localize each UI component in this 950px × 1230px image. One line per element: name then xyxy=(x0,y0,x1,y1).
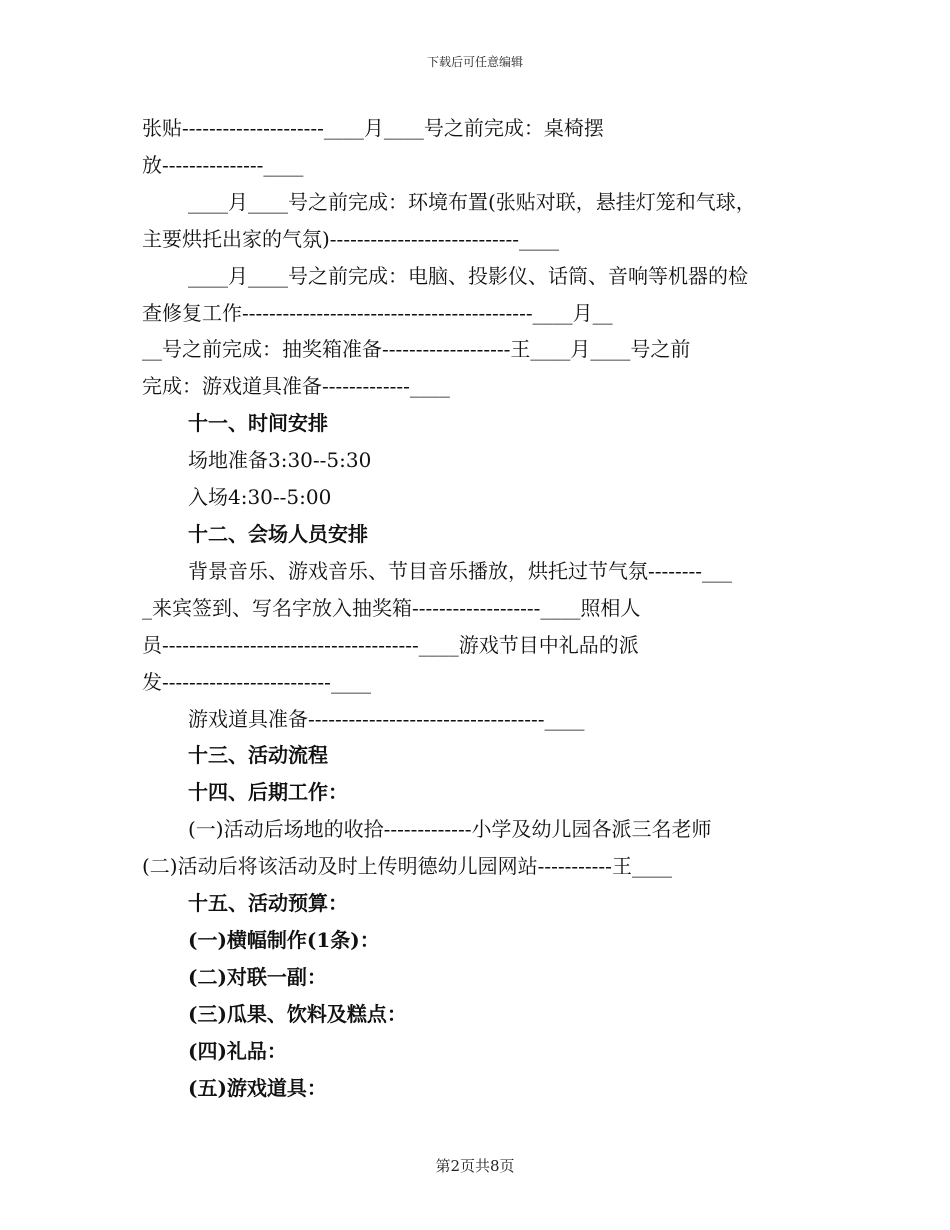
paragraph-line: _来宾签到、写名字放入抽奖箱-------------------____照相人 xyxy=(142,595,641,620)
section-heading: 十二、会场人员安排 xyxy=(188,521,368,546)
paragraph-line: __号之前完成：抽奖箱准备-------------------王____月____号之前 xyxy=(142,337,691,362)
paragraph-line: 完成：游戏道具准备-------------____ xyxy=(142,374,450,399)
paragraph-line: 张贴---------------------____月____号之前完成：桌椅摆 xyxy=(142,116,604,140)
paragraph-line: 发-------------------------____ xyxy=(142,669,371,694)
paragraph-line: 员--------------------------------------____游戏节目中礼品的派 xyxy=(142,632,639,657)
section-heading: 十一、时间安排 xyxy=(188,411,328,436)
section-heading: 十五、活动预算： xyxy=(188,891,348,916)
section-heading: 十三、活动流程 xyxy=(188,743,328,768)
paragraph-line: 背景音乐、游戏音乐、节目音乐播放，烘托过节气氛--------___ xyxy=(188,558,733,583)
paragraph-line: ____月____号之前完成：电脑、投影仪、话筒、音响等机器的检 xyxy=(188,263,748,288)
paragraph-line: 查修复工作-------------------------------------------____月__ xyxy=(142,300,613,325)
document-body xyxy=(142,110,808,1106)
paragraph-line: 主要烘托出家的气氛)----------------------------____ xyxy=(142,226,560,251)
paragraph-line: 放---------------____ xyxy=(142,152,304,177)
section-heading: (五)游戏道具： xyxy=(188,1075,327,1100)
paragraph-line: (二)活动后将该活动及时上传明德幼儿园网站-----------王____ xyxy=(142,854,672,879)
section-heading: (二)对联一副： xyxy=(188,964,327,989)
paragraph-line: ____月____号之前完成：环境布置(张贴对联，悬挂灯笼和气球， xyxy=(188,189,756,214)
paragraph-line: (一)活动后场地的收拾-------------小学及幼儿园各派三名老师 xyxy=(188,817,712,842)
page-footer: 第2页共8页 xyxy=(435,1157,515,1175)
paragraph-line: 游戏道具准备-----------------------------------____ xyxy=(188,706,585,731)
section-heading: 十四、后期工作： xyxy=(188,780,348,805)
page-header: 下载后可任意编辑 xyxy=(426,55,523,69)
section-heading: (三)瓜果、饮料及糕点： xyxy=(188,1001,407,1026)
paragraph-line: 入场4:30--5:00 xyxy=(188,485,332,510)
section-heading: (四)礼品： xyxy=(188,1038,287,1063)
paragraph-line: 场地准备3:30--5:30 xyxy=(188,448,372,473)
section-heading: (一)横幅制作(1条)： xyxy=(188,927,380,952)
